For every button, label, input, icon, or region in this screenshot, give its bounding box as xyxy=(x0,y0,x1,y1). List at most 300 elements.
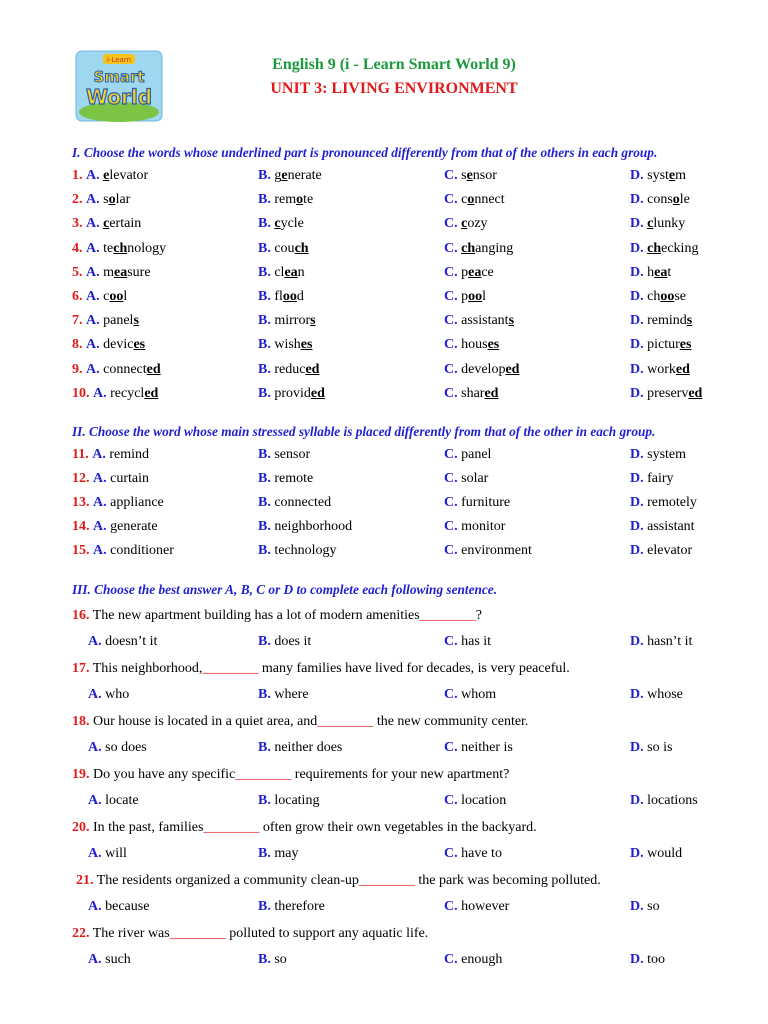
option-letter: C. xyxy=(444,899,458,914)
option-text-pre: syst xyxy=(647,168,669,183)
option-text-pre: c xyxy=(461,192,468,208)
option xyxy=(444,634,491,650)
underlined-part: ea xyxy=(114,264,128,280)
section-2-title: II. Choose the word whose main stressed syllable is placed differently from that of the other in each group. xyxy=(72,424,656,439)
option-text-pre: preserv xyxy=(647,385,689,401)
option-text: who xyxy=(105,687,130,702)
option-text: so does xyxy=(105,740,147,755)
document-title: English 9 (i - Learn Smart World 9) xyxy=(272,56,516,73)
option-text: locate xyxy=(105,793,139,808)
answer-blank: ________ xyxy=(235,767,292,782)
option xyxy=(258,192,313,208)
option-text: where xyxy=(274,687,309,702)
underlined-part: s xyxy=(310,313,316,329)
option-text-post: lunky xyxy=(653,216,686,232)
underlined-part: oo xyxy=(109,289,124,304)
option-text-post: nnect xyxy=(474,192,505,208)
option-letter: A. xyxy=(88,846,102,861)
option-text: appliance xyxy=(110,495,164,510)
underlined-part: ed xyxy=(505,361,520,377)
option-letter: C. xyxy=(444,495,458,510)
option-text-pre: ch xyxy=(647,289,661,304)
option-text: neither does xyxy=(274,740,343,755)
option xyxy=(258,241,309,257)
option-text-post: ycle xyxy=(280,216,304,232)
option-letter: B. xyxy=(258,385,271,401)
option xyxy=(444,543,532,559)
option-text-post: nology xyxy=(127,240,167,256)
option-letter: D. xyxy=(630,519,644,534)
option xyxy=(72,168,148,184)
option-text-post: ecking xyxy=(661,240,699,256)
option xyxy=(444,168,497,184)
option-text: locating xyxy=(274,793,320,808)
option xyxy=(258,313,316,329)
question-stem xyxy=(72,767,509,783)
option xyxy=(444,192,505,208)
option xyxy=(72,386,158,402)
stem-pre: Our house is located in a quiet area, and xyxy=(93,714,318,729)
option-text: does it xyxy=(274,634,312,649)
question-number: 22. xyxy=(72,926,90,941)
option xyxy=(258,168,322,184)
logo-text-top: i-Learn xyxy=(106,56,132,64)
option-text: so xyxy=(647,899,660,914)
stem-pre: The river was xyxy=(92,926,170,941)
option-letter: B. xyxy=(258,740,271,755)
option-letter: C. xyxy=(444,289,458,304)
question-number: 14. xyxy=(72,519,90,534)
option xyxy=(444,740,513,756)
option-letter: D. xyxy=(630,495,644,510)
option-text-pre: recycl xyxy=(110,385,145,401)
option-text: system xyxy=(647,447,687,462)
option-letter: D. xyxy=(630,471,644,486)
option-letter: A. xyxy=(86,192,100,208)
option-text-pre: mirror xyxy=(274,313,311,329)
option xyxy=(630,216,685,232)
option-text: would xyxy=(647,846,683,861)
option-text-post: anging xyxy=(475,240,514,256)
option-letter: D. xyxy=(630,337,644,353)
option-letter: D. xyxy=(630,289,644,304)
question-number: 3. xyxy=(72,216,83,232)
option xyxy=(630,386,702,402)
option-text: remote xyxy=(274,471,314,486)
option-letter: D. xyxy=(630,634,644,649)
option-letter: B. xyxy=(258,543,271,558)
option-text-pre: s xyxy=(461,168,467,183)
option-letter: D. xyxy=(630,687,644,702)
option-text: technology xyxy=(274,543,337,558)
option-letter: C. xyxy=(444,385,458,401)
option-letter: B. xyxy=(258,846,271,861)
question-number: 17. xyxy=(72,661,90,676)
option xyxy=(630,337,691,353)
option-letter: C. xyxy=(444,740,458,755)
underlined-part: oo xyxy=(660,289,675,304)
option-text-pre: develop xyxy=(461,361,506,377)
option-letter: C. xyxy=(444,216,458,232)
option xyxy=(72,265,151,281)
option-text: whom xyxy=(461,687,497,702)
option-text: sensor xyxy=(274,447,311,462)
option-text-post: m xyxy=(675,168,687,183)
option-text: whose xyxy=(647,687,683,702)
option xyxy=(72,192,130,208)
option-letter: D. xyxy=(630,240,644,256)
option-text: location xyxy=(461,793,507,808)
underlined-part: ch xyxy=(461,240,476,256)
option-text-pre: panel xyxy=(103,313,134,329)
option-letter: C. xyxy=(444,471,458,486)
answer-blank: ________ xyxy=(169,926,226,941)
underlined-part: ed xyxy=(146,361,161,377)
option-letter: A. xyxy=(86,264,100,280)
option-letter: C. xyxy=(444,361,458,377)
question-number: 8. xyxy=(72,337,83,353)
underlined-part: ch xyxy=(113,240,128,256)
option-letter: B. xyxy=(258,289,271,304)
option xyxy=(258,846,298,862)
option xyxy=(258,216,304,232)
option-letter: B. xyxy=(258,361,271,377)
option-letter: C. xyxy=(444,543,458,558)
option-letter: B. xyxy=(258,192,271,208)
option xyxy=(88,899,149,915)
option-letter: B. xyxy=(258,952,271,967)
underlined-part: ea xyxy=(284,264,298,280)
option-letter: C. xyxy=(444,337,458,353)
option-letter: D. xyxy=(630,385,644,401)
option-text-post: se xyxy=(674,289,687,304)
option-letter: C. xyxy=(444,264,458,280)
answer-blank: ________ xyxy=(203,820,260,835)
option-text-pre: devic xyxy=(103,337,134,353)
answer-blank: ________ xyxy=(202,661,259,676)
option-text-pre: g xyxy=(274,168,282,183)
option-text: curtain xyxy=(110,471,149,486)
underlined-part: o xyxy=(296,192,304,208)
option-letter: D. xyxy=(630,740,644,755)
question-number: 7. xyxy=(72,313,83,329)
stem-post: requirements for your new apartment? xyxy=(291,767,510,782)
option-letter: D. xyxy=(630,543,644,558)
question-number: 10. xyxy=(72,385,90,401)
option-text-post: te xyxy=(303,192,314,208)
option xyxy=(258,899,325,915)
option-text: have to xyxy=(461,846,502,861)
option xyxy=(630,846,682,862)
option-letter: D. xyxy=(630,846,644,861)
option-letter: D. xyxy=(630,952,644,967)
option-letter: A. xyxy=(86,168,100,183)
stem-post: polluted to support any aquatic life. xyxy=(225,926,429,941)
underlined-part: es xyxy=(133,337,146,353)
question-number: 21. xyxy=(76,873,94,888)
option-text: however xyxy=(461,899,510,914)
option-text-pre: provid xyxy=(274,385,311,401)
option-letter: D. xyxy=(630,216,644,232)
option xyxy=(444,952,502,968)
option xyxy=(444,241,513,257)
question-number: 18. xyxy=(72,714,90,729)
option-text: because xyxy=(105,899,150,914)
question-number: 5. xyxy=(72,264,83,280)
option xyxy=(630,687,683,703)
option xyxy=(444,471,488,487)
option-letter: D. xyxy=(630,899,644,914)
option-text: solar xyxy=(461,471,489,486)
option-letter: D. xyxy=(630,192,644,208)
option xyxy=(88,687,129,703)
option xyxy=(72,519,158,535)
option xyxy=(630,495,697,511)
option xyxy=(258,289,304,305)
underlined-part: e xyxy=(103,168,110,183)
option xyxy=(630,899,660,915)
option-letter: C. xyxy=(444,519,458,534)
option-letter: A. xyxy=(93,519,107,534)
option-text-pre: remind xyxy=(647,313,687,329)
option-text-post: lar xyxy=(115,192,131,208)
option-text: remotely xyxy=(647,495,697,510)
option xyxy=(258,687,309,703)
option-text-post: ozy xyxy=(467,216,488,232)
underlined-part: ch xyxy=(294,240,309,256)
option-letter: B. xyxy=(258,519,271,534)
option-letter: B. xyxy=(258,687,271,702)
underlined-part: c xyxy=(103,216,110,232)
underlined-part: es xyxy=(487,337,500,353)
underlined-part: o xyxy=(672,192,680,208)
option-letter: C. xyxy=(444,313,458,329)
option-letter: B. xyxy=(258,447,271,462)
option-text-pre: rem xyxy=(274,192,297,208)
option-letter: D. xyxy=(630,793,644,808)
stem-post: the park was becoming polluted. xyxy=(414,873,601,888)
question-number: 9. xyxy=(72,361,83,377)
option-text-pre: connect xyxy=(103,361,147,377)
stem-post: often grow their own vegetables in the backyard. xyxy=(259,820,537,835)
option xyxy=(444,495,510,511)
option-letter: A. xyxy=(93,495,107,510)
option-text-post: l xyxy=(123,289,128,304)
question-number: 19. xyxy=(72,767,90,782)
option-letter: D. xyxy=(630,264,644,280)
option xyxy=(258,265,305,281)
option-text: connected xyxy=(274,495,332,510)
option xyxy=(630,793,698,809)
option-text: so xyxy=(274,952,287,967)
question-stem xyxy=(76,873,601,889)
stem-post: the new community center. xyxy=(373,714,529,729)
underlined-part: ea xyxy=(468,264,482,280)
option-letter: C. xyxy=(444,634,458,649)
underlined-part: s xyxy=(133,313,139,329)
option xyxy=(258,634,311,650)
option-text-post: nsor xyxy=(472,168,497,183)
option-text: enough xyxy=(461,952,503,967)
option-text: monitor xyxy=(461,519,506,534)
option-text-pre: wish xyxy=(274,337,301,353)
answer-blank: ________ xyxy=(358,873,415,888)
option xyxy=(444,313,514,329)
option xyxy=(72,362,161,378)
option-text: assistant xyxy=(647,519,695,534)
option-text-pre: hous xyxy=(461,337,488,353)
option xyxy=(444,447,491,463)
stem-pre: Do you have any specific xyxy=(93,767,236,782)
option xyxy=(444,265,494,281)
option-text: neighborhood xyxy=(274,519,353,534)
stem-post: many families have lived for decades, is very peaceful. xyxy=(258,661,570,676)
underlined-part: s xyxy=(508,313,515,329)
question-stem xyxy=(72,661,570,677)
underlined-part: e xyxy=(466,168,473,183)
option-letter: B. xyxy=(258,240,271,256)
option xyxy=(444,362,519,378)
option-text-pre: cl xyxy=(274,264,285,280)
option-letter: B. xyxy=(258,634,271,649)
option-letter: A. xyxy=(86,337,100,353)
underlined-part: ed xyxy=(144,385,159,401)
option xyxy=(258,447,310,463)
option-letter: C. xyxy=(444,192,458,208)
option xyxy=(258,952,287,968)
option-letter: A. xyxy=(93,385,107,401)
question-number: 11. xyxy=(72,447,89,462)
option xyxy=(72,337,145,353)
option-text: conditioner xyxy=(110,543,174,558)
option xyxy=(72,289,127,305)
option-letter: A. xyxy=(88,793,102,808)
question-stem xyxy=(72,820,537,836)
underlined-part: c xyxy=(274,216,281,232)
option xyxy=(258,543,337,559)
option xyxy=(72,495,164,511)
stem-pre: This neighborhood, xyxy=(92,661,203,676)
option-letter: B. xyxy=(258,337,271,353)
option-text: hasn’t it xyxy=(647,634,693,649)
option-letter: A. xyxy=(88,899,102,914)
option-letter: C. xyxy=(444,240,458,256)
question-stem xyxy=(72,608,482,624)
option-letter: B. xyxy=(258,313,271,329)
underlined-part: o xyxy=(108,192,116,208)
underlined-part: es xyxy=(679,337,692,353)
option-text: such xyxy=(105,952,131,967)
option xyxy=(444,289,486,305)
option-letter: A. xyxy=(88,740,102,755)
option-text: may xyxy=(274,846,299,861)
option xyxy=(72,543,174,559)
option xyxy=(630,543,692,559)
option xyxy=(72,241,166,257)
question-number: 15. xyxy=(72,543,90,558)
underlined-part: ed xyxy=(310,385,325,401)
section-3-title: III. Choose the best answer A, B, C or D to complete each following sentence. xyxy=(72,582,498,597)
option-letter: B. xyxy=(258,168,271,183)
option-text-pre: reduc xyxy=(274,361,306,377)
question-number: 16. xyxy=(72,608,90,623)
option xyxy=(258,471,313,487)
option-text-post: d xyxy=(296,289,304,304)
option-text-pre: assistant xyxy=(461,313,509,329)
option-letter: B. xyxy=(258,899,271,914)
option-text: generate xyxy=(110,519,158,534)
option xyxy=(88,952,131,968)
option-letter: A. xyxy=(93,543,107,558)
option xyxy=(630,740,672,756)
option xyxy=(72,447,149,463)
option-letter: C. xyxy=(444,793,458,808)
option-text-pre: cons xyxy=(647,192,673,208)
option xyxy=(258,362,319,378)
question-number: 20. xyxy=(72,820,90,835)
option-text-pre: pictur xyxy=(647,337,680,353)
option-letter: A. xyxy=(93,471,107,486)
stem-pre: The residents organized a community clean-up xyxy=(96,873,359,888)
option xyxy=(72,471,149,487)
option-text-post: le xyxy=(679,192,690,208)
option-text-post: ce xyxy=(481,264,494,280)
option-letter: A. xyxy=(88,952,102,967)
option-letter: A. xyxy=(86,240,100,256)
option-text-post: nerate xyxy=(287,168,322,183)
option xyxy=(630,634,692,650)
option xyxy=(444,337,499,353)
stem-pre: In the past, families xyxy=(93,820,204,835)
option xyxy=(630,447,686,463)
option xyxy=(258,793,319,809)
option-text: fairy xyxy=(647,471,674,486)
option xyxy=(258,495,331,511)
option-letter: A. xyxy=(86,289,100,304)
option-letter: C. xyxy=(444,168,458,183)
option-text-pre: h xyxy=(647,264,655,280)
underlined-part: e xyxy=(281,168,288,183)
option xyxy=(444,216,488,232)
option xyxy=(444,793,506,809)
underlined-part: ed xyxy=(484,385,499,401)
option xyxy=(72,216,141,232)
option xyxy=(630,362,690,378)
option-text-pre: s xyxy=(103,192,109,208)
option-text-pre: cou xyxy=(274,240,295,256)
underlined-part: s xyxy=(686,313,693,329)
option-letter: B. xyxy=(258,471,271,486)
question-stem xyxy=(72,714,528,730)
underlined-part: es xyxy=(300,337,313,353)
option xyxy=(630,471,674,487)
option-text-post: sure xyxy=(127,264,151,280)
option-text-pre: te xyxy=(103,240,114,256)
option-letter: D. xyxy=(630,361,644,377)
option xyxy=(258,337,312,353)
option-text: panel xyxy=(461,447,492,462)
option xyxy=(444,687,496,703)
option-text-pre: m xyxy=(103,264,115,280)
option-letter: A. xyxy=(88,687,102,702)
option xyxy=(630,168,686,184)
option-letter: D. xyxy=(630,447,644,462)
question-number: 6. xyxy=(72,289,83,304)
question-stem xyxy=(72,926,428,942)
option xyxy=(72,313,139,329)
option xyxy=(630,952,665,968)
option-text: elevator xyxy=(647,543,693,558)
